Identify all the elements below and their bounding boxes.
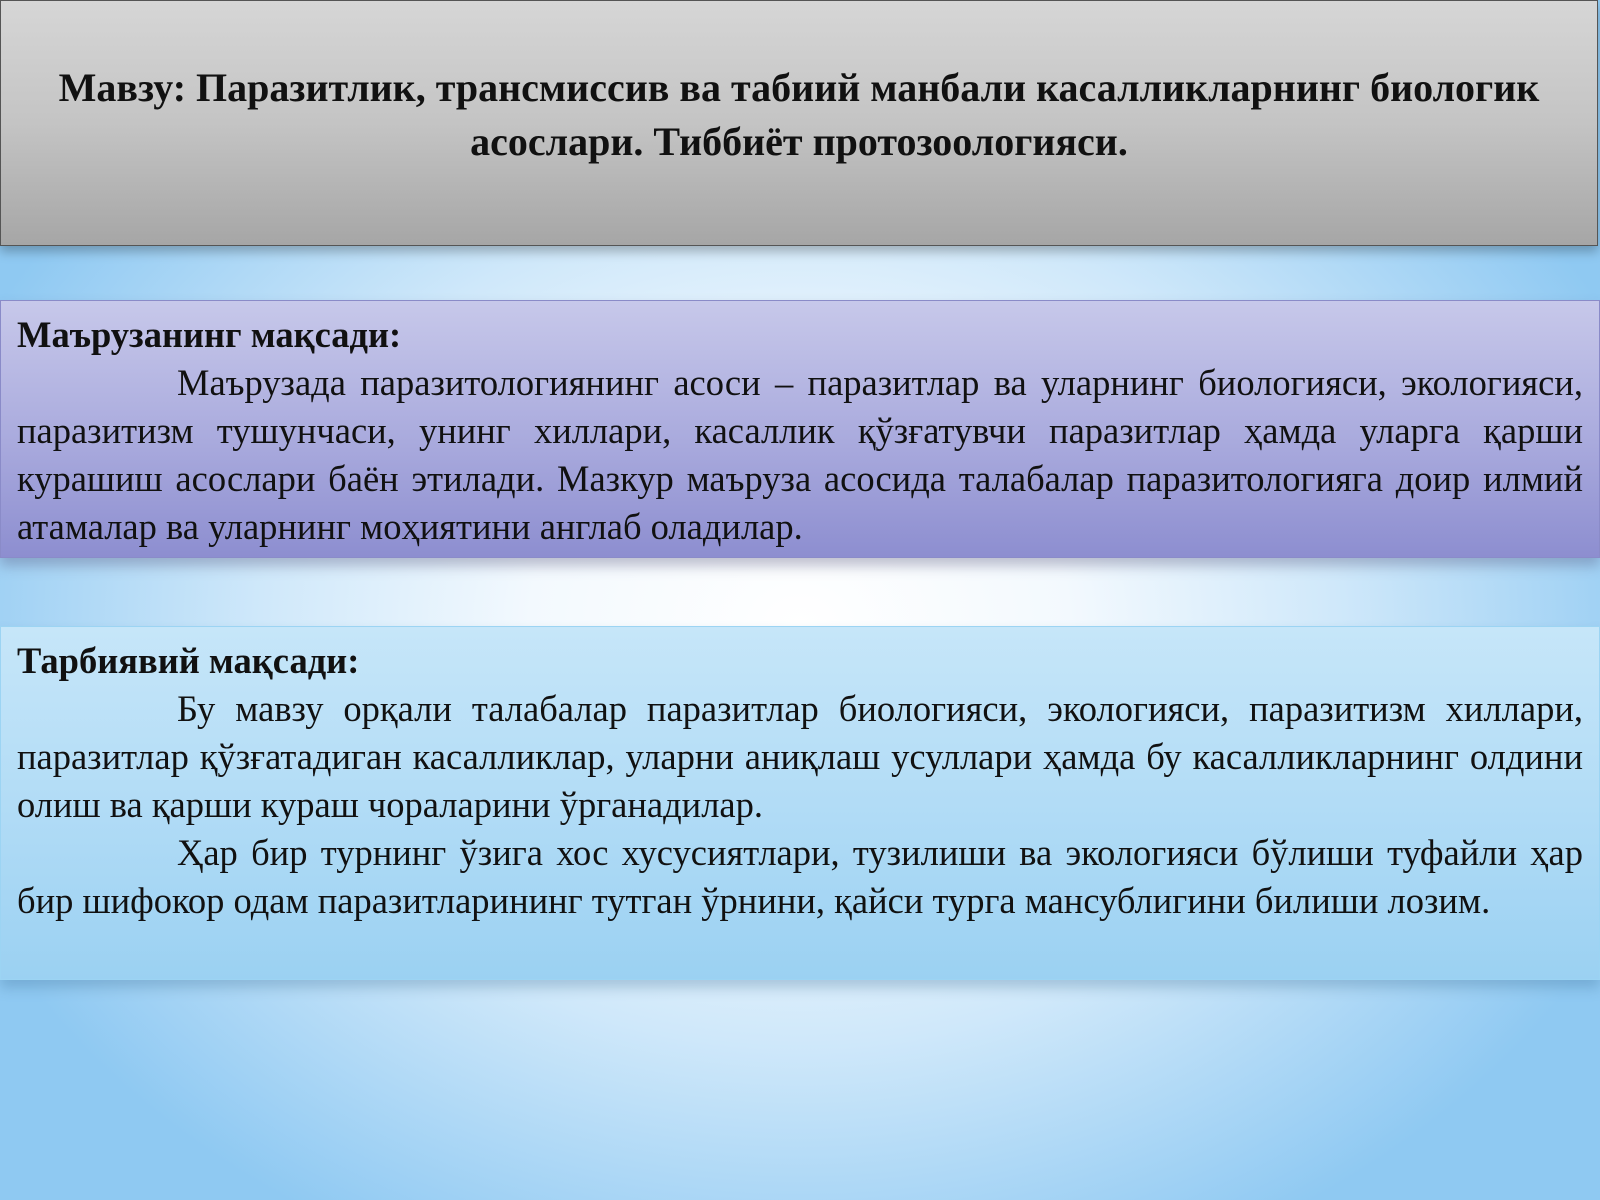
lecture-goal-heading: Маърузанинг мақсади: [17, 314, 402, 355]
educational-goal-paragraph-2: Ҳар бир турнинг ўзига хос хусусиятлари, тузилиши ва экологияси бўлиши туфайли ҳар бир шифокор одам паразитларининг тутган ўрнини, қайси турга мансублигини билиши лозим. [17, 832, 1583, 921]
educational-goal-paragraph-1: Бу мавзу орқали талабалар паразитлар биологияси, экологияси, паразитизм хиллари, паразитлар қўзғатадиган касалликлар, уларни аниқлаш усуллари ҳамда бу касалликларнинг олдини олиш ва қарши кураш чораларини ўрганадилар. [17, 688, 1583, 825]
lecture-goal-panel [0, 300, 1600, 558]
educational-goal-heading: Тарбиявий мақсади: [17, 640, 360, 681]
educational-goal-panel [0, 626, 1600, 980]
lecture-goal-paragraph: Маърузада паразитологиянинг асоси – паразитлар ва уларнинг биологияси, экологияси, паразитизм тушунчаси, унинг хиллари, касаллик қўзғатувчи паразитлар ҳамда уларга қарши курашиш асослари баён этилади. Мазкур маъруза асосида талабалар паразитологияга доир илмий атамалар ва уларнинг моҳиятини англаб оладилар. [17, 362, 1583, 547]
slide-title: Мавзу: Паразитлик, трансмиссив ва табиий манбали касалликларнинг биологик асослари. Тиббиёт протозоологияси. [58, 65, 1540, 164]
title-box [0, 0, 1598, 246]
